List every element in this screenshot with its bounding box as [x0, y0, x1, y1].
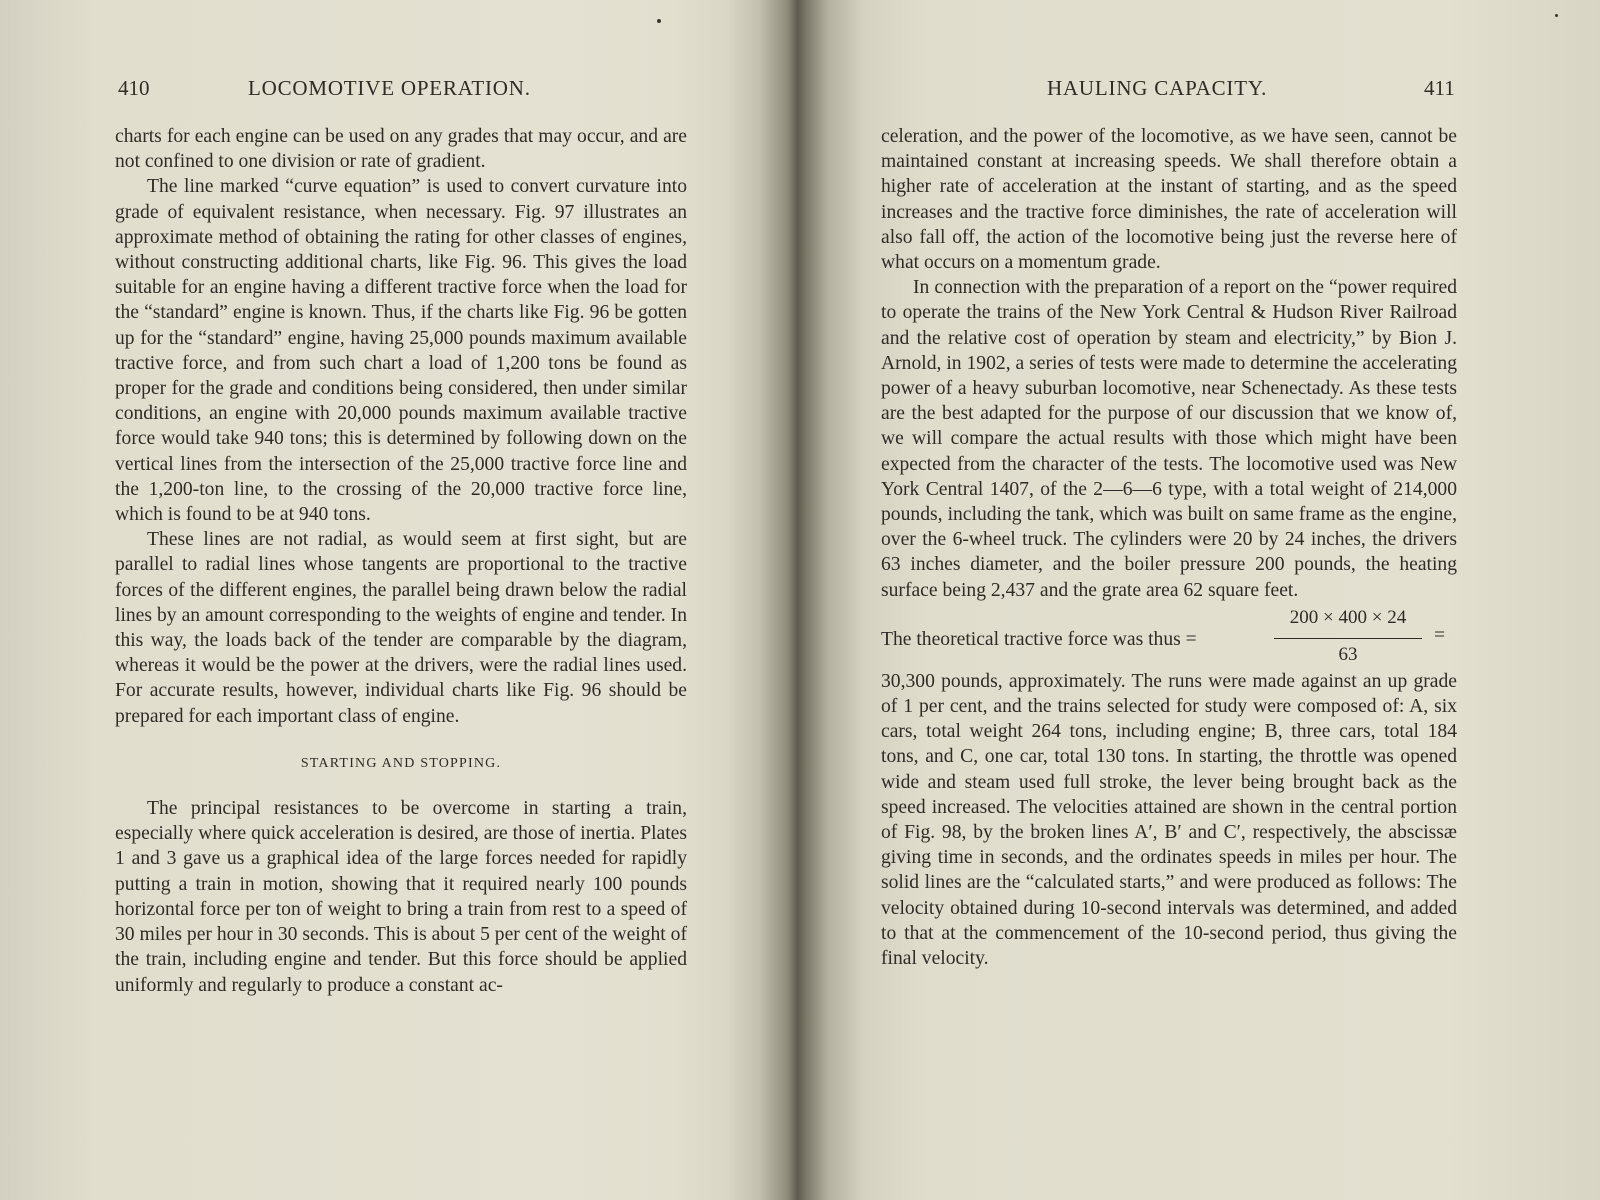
- text-column: [881, 124, 1457, 971]
- paragraph: 30,300 pounds, approximately. The runs were made against an up grade of 1 per cent, and the trains selected for study were composed of: A, six cars, total weight 264 tons, including engine; B, three cars, total 184 tons, and C, one car, total 130 tons. In starting, the throttle was opened wide and steam used full stroke, the lever being brought back as the speed increased. The velocities attained are shown in the central portion of Fig. 98, by the broken lines A′, B′ and C′, respectively, the abscissæ giving time in seconds, and the ordinates speeds in miles per hour. The solid lines are the “calculated starts,” and were produced as follows: The velocity obtained during 10-second intervals was determined, and added to that at the commencement of the 10-second period, thus giving the final velocity.: [881, 670, 1457, 970]
- paragraph: The principal resistances to be overcome in starting a train, especially where quick acceleration is desired, are those of inertia. Plates 1 and 3 gave us a graphical idea of the large forces needed for rapidly putting a train in motion, showing that it required nearly 100 pounds horizontal force per ton of weight to bring a train from rest to a speed of 30 miles per hour in 30 seconds. This is about 5 per cent of the weight of the train, including engine and tender. But this force should be applied uniformly and regularly to produce a constant ac-: [115, 798, 687, 996]
- page-number: 410: [118, 76, 150, 100]
- paragraph: These lines are not radial, as would seem at first sight, but are parallel to radial lines whose tangents are proportional to the tractive forces of the different engines, the parallel being drawn below the radial lines by an amount corresponding to the weights of engine and tender. In this way, the loads back of the tender are comparable by the diagram, whereas it would be the power at the drivers, were the radial lines used. For accurate results, however, individual charts like Fig. 96 should be prepared for each important class of engine.: [115, 529, 687, 727]
- paragraph: charts for each engine can be used on any grades that may occur, and are not confined to one division or rate of gradient.: [115, 126, 687, 173]
- page-number: 411: [1424, 76, 1455, 100]
- fraction-numerator: 200 × 400 × 24: [1289, 606, 1407, 628]
- formula: [881, 607, 1457, 669]
- formula-lead: The theoretical tractive force was thus =: [881, 628, 1197, 650]
- text-column: [115, 124, 687, 998]
- running-head: LOCOMOTIVE OPERATION.: [248, 76, 531, 100]
- section-heading: STARTING AND STOPPING.: [300, 755, 502, 771]
- paragraph: celeration, and the power of the locomotive, as we have seen, cannot be maintained constant at increasing speeds. We shall therefore obtain a higher rate of acceleration at the instant of starting, and as the speed increases and the tractive force diminishes, the rate of acceleration will also fall off, the action of the locomotive being just the reverse here of what occurs on a momentum grade.: [881, 126, 1457, 274]
- right-page: [800, 0, 1600, 1200]
- fraction: [1274, 607, 1422, 667]
- fraction-bar: [1274, 638, 1422, 639]
- running-head: HAULING CAPACITY.: [1047, 76, 1268, 100]
- paragraph: The line marked “curve equation” is used to convert curvature into grade of equivalent resistance, when necessary. Fig. 97 illustrates an approximate method of obtaining the rating for other classes of engines, without constructing additional charts, like Fig. 96. This gives the load suitable for an engine having a different tractive force when the load for the “standard” engine is known. Thus, if the charts like Fig. 96 be gotten up for the “standard” engine, having 25,000 pounds maximum available tractive force, and from such chart a load of 1,200 tons be found as proper for the grade and conditions being considered, then under similar conditions, an engine with 20,000 pounds maximum available tractive force would take 940 tons; this is determined by following down on the vertical lines from the intersection of the 25,000 tractive force line and the 1,200-ton line, to the crossing of the 20,000 tractive force line, which is found to be at 940 tons.: [115, 176, 687, 526]
- fraction-denominator: 63: [1338, 643, 1358, 665]
- paragraph: In connection with the preparation of a report on the “power required to operate the trains of the New York Central & Hudson River Railroad and the relative cost of operation by steam and electricity,” by Bion J. Arnold, in 1902, a series of tests were made to determine the accelerating power of a heavy suburban locomotive, near Schenectady. As these tests are the best adapted for the purpose of our discussion that we know of, we will compare the actual results with those which might have been expected from the character of the tests. The locomotive used was New York Central 1407, of the 2—6—6 type, with a total weight of 214,000 pounds, including the tank, which was built on same frame as the engine, over the 6-wheel truck. The cylinders were 20 by 24 inches, the drivers 63 inches diameter, and the boiler pressure 200 pounds, the heating surface being 2,437 and the grate area 62 square feet.: [881, 277, 1457, 601]
- equals-sign: =: [1434, 624, 1446, 646]
